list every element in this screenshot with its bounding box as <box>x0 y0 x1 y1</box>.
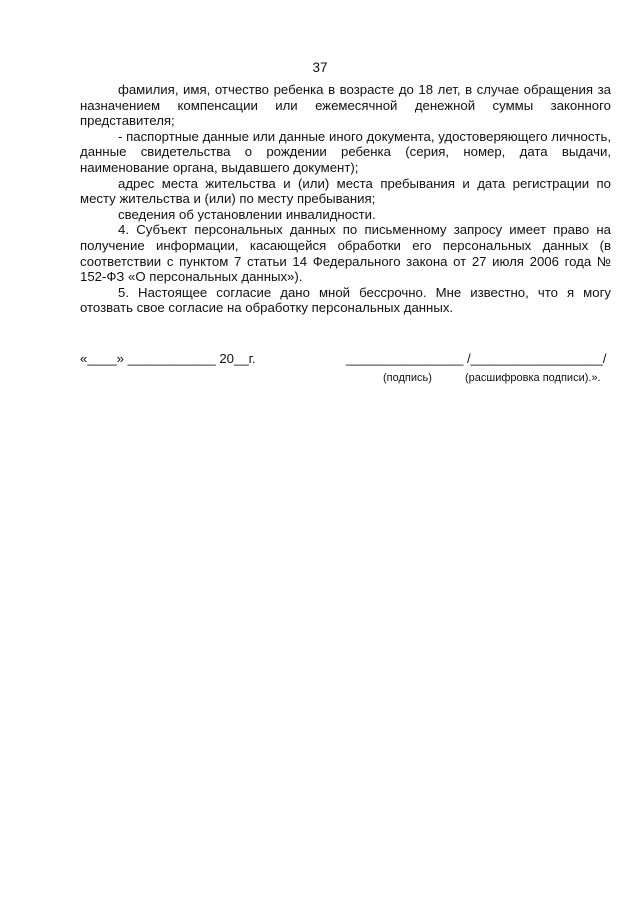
signature-caption: (подпись) <box>383 372 432 384</box>
signature-date-line: «____» ____________ 20__г. <box>80 351 256 366</box>
paragraph-disability: сведения об установлении инвалидности. <box>118 206 376 222</box>
signature-decode-caption: (расшифровка подписи).». <box>465 372 601 384</box>
signature-line: ________________ /__________________/ <box>346 351 607 366</box>
paragraph-passport-data: - паспортные данные или данные иного документа, удостоверяющего личность, данные свидетельства о рождении ребенка (серия, номер, дата выдачи, наименование органа, выдавшего документ); <box>80 128 611 175</box>
page-number: 37 <box>312 60 328 75</box>
paragraph-child-name: фамилия, имя, отчество ребенка в возрасте до 18 лет, в случае обращения за назначением компенсации или ежемесячной денежной суммы законного представителя; <box>80 82 611 129</box>
document-body <box>80 82 611 316</box>
paragraph-consent-term: 5. Настоящее согласие дано мной бессрочно. Мне известно, что я могу отозвать свое согласие на обработку персональных данных. <box>80 284 611 316</box>
paragraph-address: адрес места жительства и (или) места пребывания и дата регистрации по месту жительства и (или) по месту пребывания; <box>80 175 611 207</box>
paragraph-subject-rights: 4. Субъект персональных данных по письменному запросу имеет право на получение информации, касающейся обработки его персональных данных (в соответствии с пунктом 7 статьи 14 Федерального закона от 27 июля 2006 года № 152-ФЗ «О персональных данных»). <box>80 222 611 285</box>
